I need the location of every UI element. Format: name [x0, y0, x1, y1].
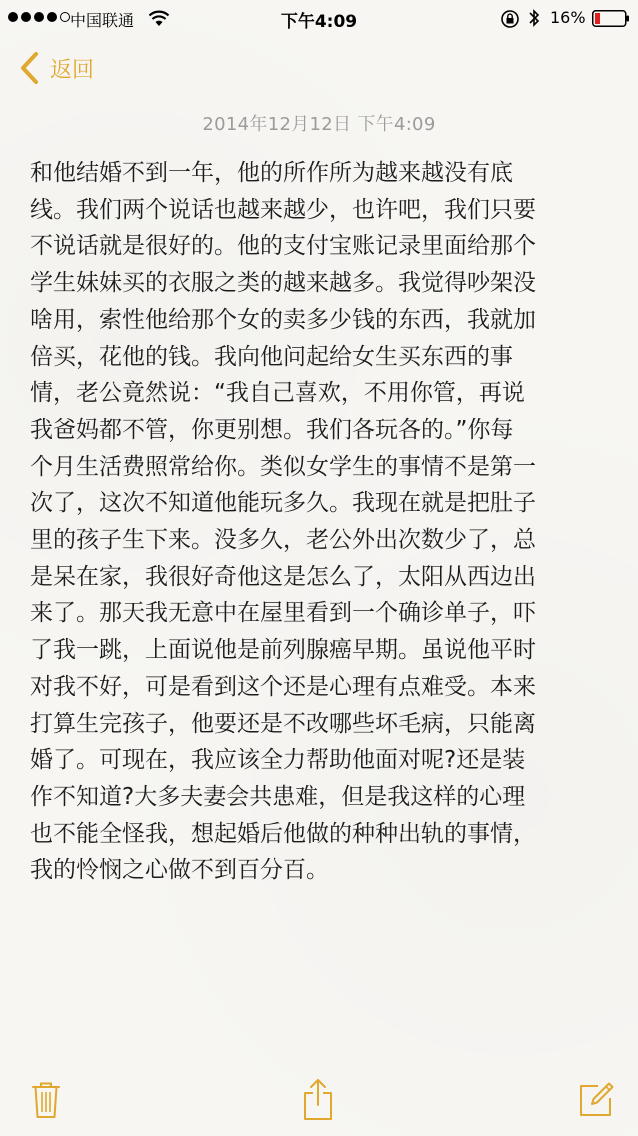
battery-percentage: 16%	[550, 8, 586, 27]
battery-icon	[592, 10, 630, 27]
trash-icon[interactable]	[30, 1080, 62, 1120]
note-line: 对我不好，可是看到这个还是心理有点难受。本来	[30, 673, 536, 700]
note-line: 我的怜悯之心做不到百分百。	[30, 857, 329, 884]
status-bar	[0, 0, 638, 40]
status-time: 下午4:09	[280, 12, 358, 32]
note-line: 啥用，索性他给那个女的卖多少钱的东西，我就加	[30, 306, 536, 333]
carrier-label: 中国联通	[70, 11, 135, 30]
note-line: 了我一跳，上面说他是前列腺癌早期。虽说他平时	[30, 637, 536, 664]
chevron-left-icon	[18, 51, 40, 85]
note-line: 线。我们两个说话也越来越少，也许吧，我们只要	[30, 196, 536, 223]
compose-icon[interactable]	[578, 1080, 614, 1118]
note-line: 作不知道?大多夫妻会共患难，但是我这样的心理	[30, 783, 526, 810]
note-line: 不说话就是很好的。他的支付宝账记录里面给那个	[30, 233, 536, 260]
note-line: 是呆在家，我很好奇他这是怎么了，太阳从西边出	[30, 563, 536, 590]
note-line: 里的孩子生下来。没多久，老公外出次数少了，总	[30, 527, 536, 554]
note-line: 来了。那天我无意中在屋里看到一个确诊单子，吓	[30, 600, 536, 627]
note-line: 婚了。可现在，我应该全力帮助他面对呢?还是装	[30, 747, 526, 774]
note-body[interactable]	[30, 155, 612, 889]
bluetooth-icon	[527, 7, 541, 29]
back-button[interactable]	[18, 48, 94, 88]
note-line: 情，老公竟然说：“我自己喜欢，不用你管，再说	[30, 380, 525, 407]
rotation-lock-icon	[500, 9, 520, 29]
note-line: 也不能全怪我，想起婚后他做的种种出轨的事情，	[30, 820, 536, 847]
note-line: 个月生活费照常给你。类似女学生的事情不是第一	[30, 453, 536, 480]
note-line: 倍买，花他的钱。我向他问起给女生买东西的事	[30, 343, 513, 370]
share-icon[interactable]	[301, 1077, 335, 1121]
note-line: 次了，这次不知道他能玩多久。我现在就是把肚子	[30, 490, 536, 517]
note-line: 学生妹妹买的衣服之类的越来越多。我觉得吵架没	[30, 270, 536, 297]
note-date: 2014年12月12日 下午4:09	[202, 114, 436, 135]
note-line: 打算生完孩子，他要还是不改哪些坏毛病，只能离	[30, 710, 536, 737]
note-line: 我爸妈都不管，你更别想。我们各玩各的。”你每	[30, 416, 514, 443]
note-line: 和他结婚不到一年，他的所作所为越来越没有底	[30, 160, 513, 186]
back-label: 返回	[50, 57, 95, 83]
